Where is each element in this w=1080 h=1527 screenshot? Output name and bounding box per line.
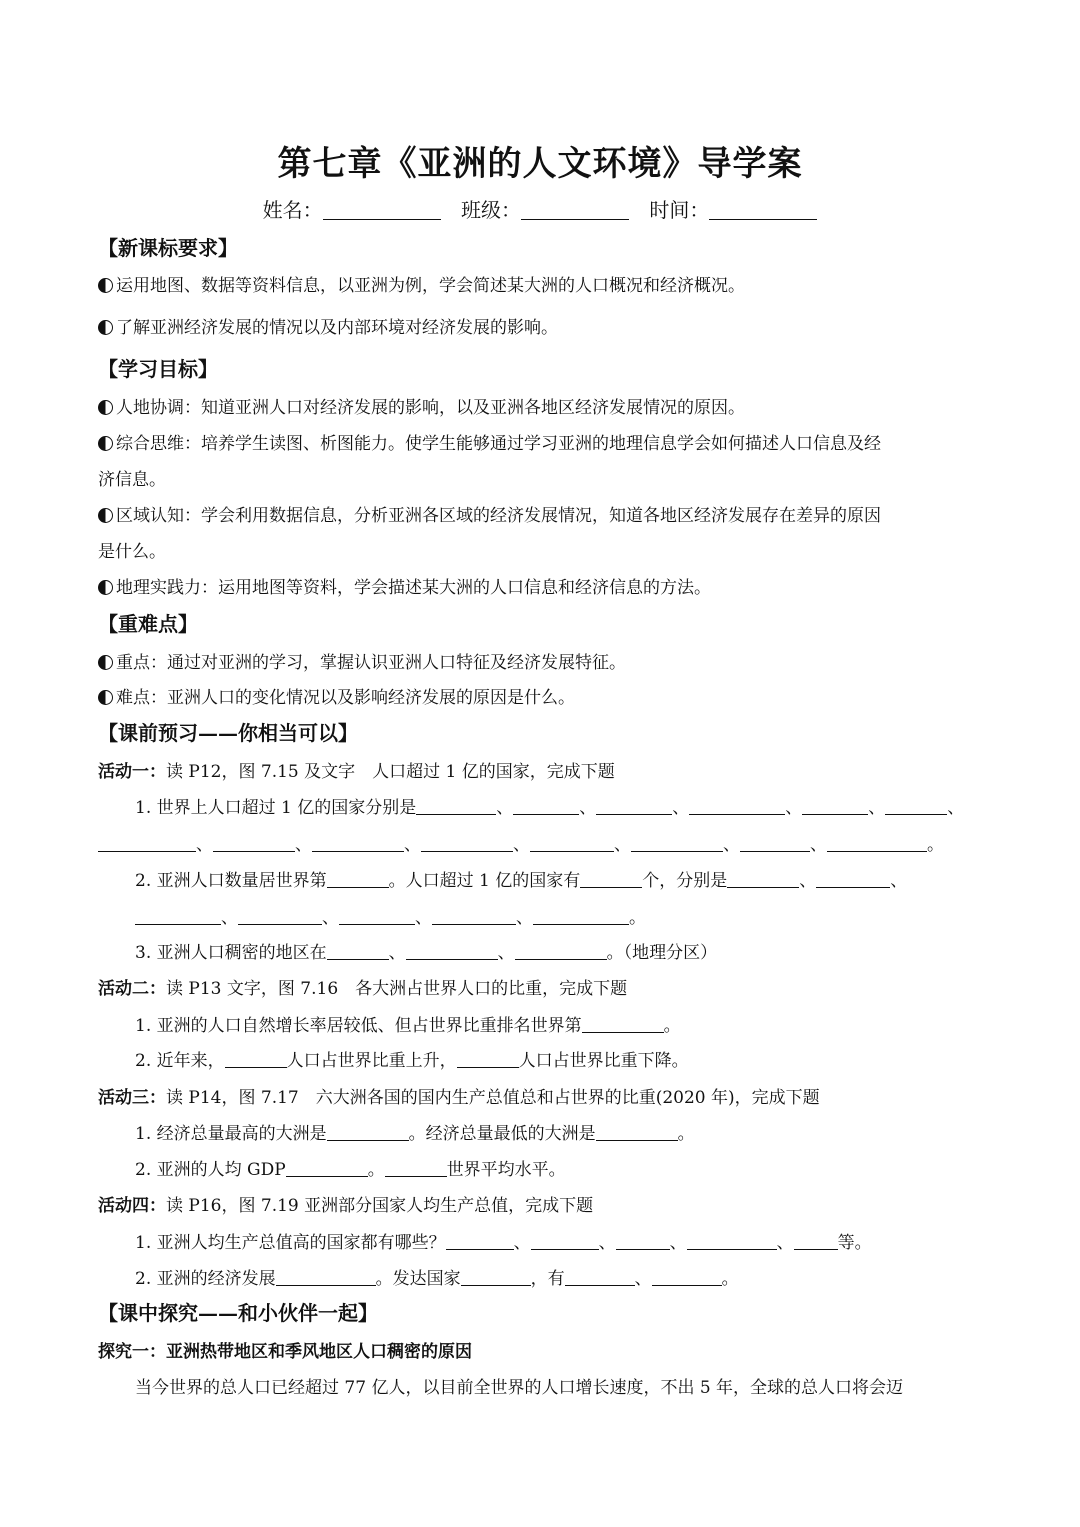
- curriculum-item: 了解亚洲经济发展的情况以及内部环境对经济发展的影响。: [98, 313, 558, 338]
- answer-blank[interactable]: [802, 799, 868, 815]
- goal-item: 综合思维：培养学生读图、析图能力。使学生能够通过学习亚洲的地理信息学会如何描述人口信息及经: [98, 429, 881, 454]
- activity-4-title: 活动四：读 P16，图 7.19 亚洲部分国家人均生产总值，完成下题: [98, 1196, 594, 1216]
- half-circle-bullet-icon: [98, 655, 113, 670]
- key-point-item: 重点：通过对亚洲的学习，掌握认识亚洲人口特征及经济发展特征。: [98, 648, 626, 673]
- question-2-2: 2. 近年来， 人口占世界比重上升， 人口占世界比重下降。: [135, 1051, 689, 1071]
- key-point-item: 难点：亚洲人口的变化情况以及影响经济发展的原因是什么。: [98, 683, 575, 708]
- exploration-1-title: 探究一：亚洲热带地区和季风地区人口稠密的原因: [98, 1342, 472, 1362]
- answer-blank[interactable]: [339, 909, 415, 925]
- exploration-paragraph: 当今世界的总人口已经超过 77 亿人，以目前全世界的人口增长速度，不出 5 年，全球的总人口将会迈: [135, 1378, 904, 1398]
- answer-blank[interactable]: [135, 909, 221, 925]
- half-circle-bullet-icon: [98, 690, 113, 705]
- question-4-2: 2. 亚洲的经济发展 。发达国家 ，有 、 。: [135, 1269, 739, 1289]
- half-circle-bullet-icon: [98, 400, 113, 415]
- answer-blank[interactable]: [225, 1052, 287, 1068]
- half-circle-bullet-icon: [98, 580, 113, 595]
- answer-blank[interactable]: [687, 1234, 777, 1250]
- goal-item: 地理实践力：运用地图等资料，学会描述某大洲的人口信息和经济信息的方法。: [98, 573, 711, 598]
- answer-blank[interactable]: [457, 1052, 519, 1068]
- answer-blank[interactable]: [461, 1270, 531, 1286]
- section-heading-preview: 【课前预习——你相当可以】: [98, 721, 358, 745]
- class-blank[interactable]: [521, 199, 629, 220]
- time-blank[interactable]: [709, 199, 817, 220]
- answer-blank[interactable]: [327, 944, 389, 960]
- answer-blank[interactable]: [616, 1234, 670, 1250]
- answer-blank[interactable]: [432, 909, 516, 925]
- goal-item: 区域认知：学会利用数据信息，分析亚洲各区域的经济发展情况，知道各地区经济发展存在差异的原因: [98, 501, 881, 526]
- goal-item: 人地协调：知道亚洲人口对经济发展的影响，以及亚洲各地区经济发展情况的原因。: [98, 393, 745, 418]
- question-1-3: 3. 亚洲人口稠密的地区在 、 、 。（地理分区）: [135, 943, 718, 963]
- question-1-1-continued: 、 、 、 、 、 、 、 。: [98, 830, 944, 855]
- half-circle-bullet-icon: [98, 508, 113, 523]
- activity-2-title: 活动二：读 P13 文字，图 7.16 各大洲占世界人口的比重，完成下题: [98, 979, 628, 999]
- answer-blank[interactable]: [416, 799, 496, 815]
- answer-blank[interactable]: [689, 799, 785, 815]
- section-heading-curriculum: 【新课标要求】: [98, 236, 238, 260]
- page-title: 第七章《亚洲的人文环境》导学案: [277, 144, 803, 184]
- answer-blank[interactable]: [885, 799, 947, 815]
- answer-blank[interactable]: [238, 909, 322, 925]
- time-label: 时间：: [649, 198, 710, 222]
- answer-blank[interactable]: [531, 1234, 599, 1250]
- answer-blank[interactable]: [515, 944, 607, 960]
- question-1-2-continued: 、 、 、 、 。: [135, 903, 646, 928]
- curriculum-item: 运用地图、数据等资料信息，以亚洲为例，学会简述某大洲的人口概况和经济概况。: [98, 271, 745, 296]
- answer-blank[interactable]: [580, 872, 642, 888]
- activity-3-title: 活动三：读 P14，图 7.17 六大洲各国的国内生产总值总和占世界的比重(2020 年)，完成下题: [98, 1088, 820, 1108]
- goal-item-continued: 济信息。: [98, 470, 166, 490]
- answer-blank[interactable]: [816, 872, 890, 888]
- answer-blank[interactable]: [421, 836, 513, 852]
- answer-blank[interactable]: [533, 909, 629, 925]
- section-heading-goals: 【学习目标】: [98, 357, 218, 381]
- section-heading-explore: 【课中探究——和小伙伴一起】: [98, 1301, 378, 1325]
- name-blank[interactable]: [323, 199, 441, 220]
- activity-1-title: 活动一：读 P12，图 7.15 及文字 人口超过 1 亿的国家，完成下题: [98, 762, 615, 782]
- answer-blank[interactable]: [727, 872, 799, 888]
- answer-blank[interactable]: [446, 1234, 514, 1250]
- section-heading-key-points: 【重难点】: [98, 612, 198, 636]
- answer-blank[interactable]: [596, 799, 672, 815]
- half-circle-bullet-icon: [98, 436, 113, 451]
- class-label: 班级：: [461, 198, 521, 222]
- half-circle-bullet-icon: [98, 320, 113, 335]
- answer-blank[interactable]: [631, 836, 723, 852]
- half-circle-bullet-icon: [98, 278, 113, 293]
- answer-blank[interactable]: [327, 872, 389, 888]
- answer-blank[interactable]: [740, 836, 810, 852]
- answer-blank[interactable]: [98, 836, 196, 852]
- answer-blank[interactable]: [827, 836, 927, 852]
- answer-blank[interactable]: [794, 1234, 838, 1250]
- student-info-row: [0, 194, 1080, 223]
- question-1-2: 2. 亚洲人口数量居世界第 。人口超过 1 亿的国家有 个，分别是 、 、: [135, 871, 908, 891]
- question-4-1: 1. 亚洲人均生产总值高的国家都有哪些？ 、 、 、 、 等。: [135, 1233, 872, 1253]
- name-label: 姓名：: [262, 198, 323, 222]
- answer-blank[interactable]: [530, 836, 614, 852]
- answer-blank[interactable]: [312, 836, 404, 852]
- answer-blank[interactable]: [652, 1270, 722, 1286]
- answer-blank[interactable]: [286, 1161, 368, 1177]
- answer-blank[interactable]: [582, 1017, 664, 1033]
- question-2-1: 1. 亚洲的人口自然增长率居较低、但占世界比重排名世界第 。: [135, 1016, 681, 1036]
- question-3-1: 1. 经济总量最高的大洲是 。经济总量最低的大洲是 。: [135, 1124, 695, 1144]
- answer-blank[interactable]: [276, 1270, 376, 1286]
- goal-item-continued: 是什么。: [98, 542, 166, 562]
- answer-blank[interactable]: [385, 1161, 447, 1177]
- answer-blank[interactable]: [596, 1125, 678, 1141]
- answer-blank[interactable]: [406, 944, 498, 960]
- answer-blank[interactable]: [327, 1125, 409, 1141]
- answer-blank[interactable]: [213, 836, 295, 852]
- answer-blank[interactable]: [513, 799, 579, 815]
- answer-blank[interactable]: [565, 1270, 635, 1286]
- question-1-1: 1. 世界上人口超过 1 亿的国家分别是 、 、 、 、 、 、: [135, 798, 965, 818]
- question-3-2: 2. 亚洲的人均 GDP 。 世界平均水平。: [135, 1160, 566, 1180]
